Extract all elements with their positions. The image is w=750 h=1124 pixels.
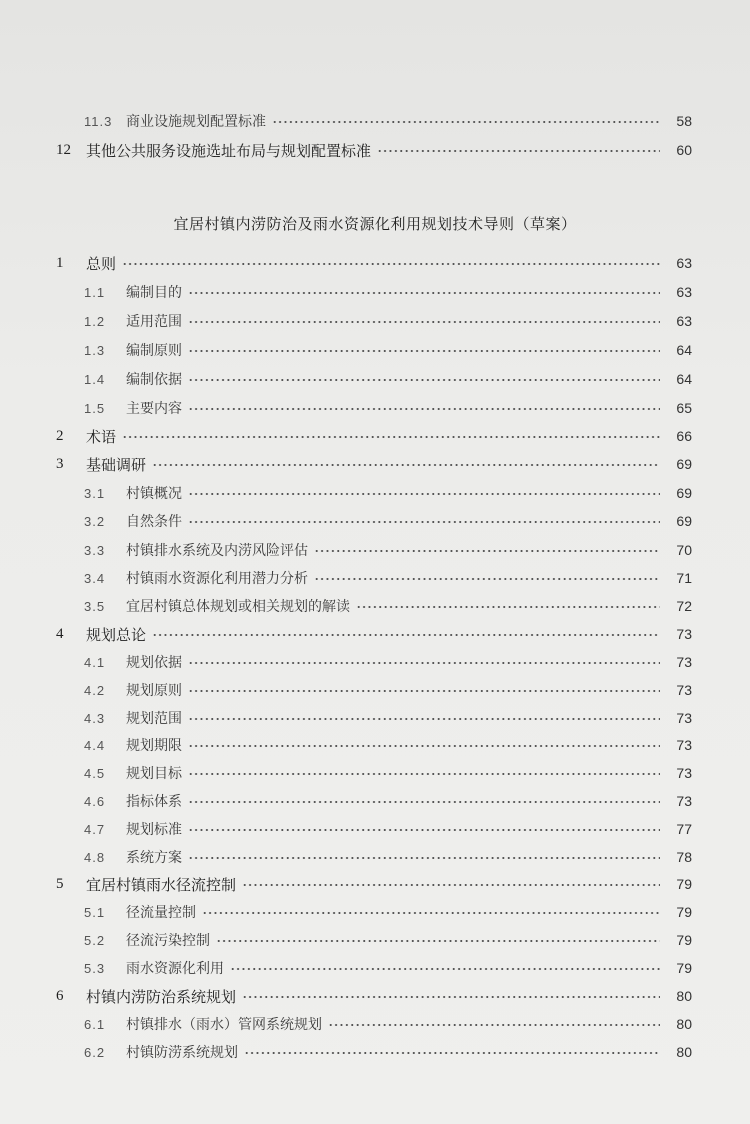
toc-entry — [84, 844, 692, 870]
toc-entry-number: 3.4 — [84, 570, 106, 586]
toc-entry-page: 69 — [676, 513, 692, 529]
dot-leader — [188, 690, 660, 692]
toc-entry-page: 65 — [676, 400, 692, 416]
toc-entry-title: 自然条件 — [126, 514, 182, 530]
toc-entry — [56, 871, 692, 897]
toc-entry — [84, 337, 692, 363]
toc-entry-title: 商业设施规划配置标准 — [126, 114, 266, 130]
toc-entry-page: 79 — [676, 904, 692, 920]
toc-entry-page: 80 — [676, 988, 692, 1004]
toc-entry — [84, 899, 692, 925]
dot-leader — [188, 801, 660, 803]
toc-entry-page: 73 — [676, 710, 692, 726]
toc-entry — [56, 983, 692, 1009]
toc-entry-page: 77 — [676, 821, 692, 837]
dot-leader — [328, 1024, 660, 1026]
toc-entry-number: 1.5 — [84, 400, 106, 416]
toc-entry-page: 80 — [676, 1016, 692, 1032]
toc-entry — [84, 1011, 692, 1037]
toc-entry-title: 指标体系 — [126, 794, 182, 810]
dot-leader — [314, 550, 660, 552]
toc-entry-title: 其他公共服务设施选址布局与规划配置标准 — [86, 141, 372, 160]
toc-entry-number: 11.3 — [84, 113, 113, 129]
dot-leader — [188, 662, 660, 664]
toc-entry-title: 村镇概况 — [126, 486, 182, 502]
dot-leader — [122, 263, 660, 265]
toc-entry — [84, 308, 692, 334]
toc-entry-number: 4.3 — [84, 710, 106, 726]
toc-entry — [56, 423, 692, 449]
toc-entry-number: 12 — [56, 141, 71, 158]
toc-entry-number: 4.5 — [84, 765, 106, 781]
toc-entry-page: 63 — [676, 313, 692, 329]
toc-entry-number: 4.1 — [84, 654, 106, 670]
toc-entry-page: 63 — [676, 255, 692, 271]
dot-leader — [244, 1052, 660, 1054]
toc-entry — [84, 732, 692, 758]
toc-entry — [84, 649, 692, 675]
toc-entry-page: 73 — [676, 765, 692, 781]
dot-leader — [188, 321, 660, 323]
toc-entry — [56, 621, 692, 647]
toc-entry — [84, 279, 692, 305]
toc-entry-number: 1.3 — [84, 342, 106, 358]
toc-entry-title: 村镇防涝系统规划 — [126, 1045, 238, 1061]
dot-leader — [152, 634, 660, 636]
dot-leader — [188, 379, 660, 381]
dot-leader — [230, 968, 660, 970]
dot-leader — [272, 121, 660, 123]
toc-entry-page: 79 — [676, 876, 692, 892]
toc-entry-title: 宜居村镇雨水径流控制 — [86, 875, 237, 894]
dot-leader — [242, 996, 660, 998]
toc-entry — [84, 816, 692, 842]
toc-entry — [84, 366, 692, 392]
toc-entry-title: 主要内容 — [126, 401, 182, 417]
toc-entry-page: 58 — [676, 113, 692, 129]
toc-entry — [84, 760, 692, 786]
toc-entry — [56, 451, 692, 477]
toc-entry-number: 3.5 — [84, 598, 106, 614]
toc-entry-page: 69 — [676, 485, 692, 501]
toc-entry — [84, 677, 692, 703]
dot-leader — [188, 521, 660, 523]
toc-entry-title: 宜居村镇总体规划或相关规划的解读 — [126, 599, 350, 615]
dot-leader — [377, 150, 660, 152]
toc-entry-page: 71 — [676, 570, 692, 586]
toc-entry-page: 64 — [676, 342, 692, 358]
toc-entry-title: 村镇排水（雨水）管网系统规划 — [126, 1017, 322, 1033]
toc-entry-number: 6 — [56, 987, 64, 1004]
toc-entry-number: 4.8 — [84, 849, 106, 865]
toc-entry — [84, 395, 692, 421]
toc-entry-page: 78 — [676, 849, 692, 865]
dot-leader — [216, 940, 660, 942]
dot-leader — [188, 745, 660, 747]
toc-entry-title: 雨水资源化利用 — [126, 961, 224, 977]
toc-entry-number: 1 — [56, 254, 64, 271]
toc-entry-title: 编制原则 — [126, 343, 182, 359]
toc-entry-page: 64 — [676, 371, 692, 387]
toc-entry-number: 1.2 — [84, 313, 106, 329]
toc-entry-page: 60 — [676, 142, 692, 158]
toc-entry-page: 73 — [676, 737, 692, 753]
toc-entry — [84, 565, 692, 591]
dot-leader — [202, 912, 660, 914]
dot-leader — [188, 857, 660, 859]
toc-entry-title: 规划依据 — [126, 655, 182, 671]
toc-entry-number: 6.2 — [84, 1044, 106, 1060]
toc-entry — [56, 250, 692, 276]
toc-entry-number: 4.2 — [84, 682, 106, 698]
dot-leader — [188, 493, 660, 495]
toc-entry-page: 80 — [676, 1044, 692, 1060]
toc-entry-number: 5.1 — [84, 904, 106, 920]
toc-entry-page: 69 — [676, 456, 692, 472]
toc-entry — [56, 137, 692, 163]
toc-entry-title: 规划目标 — [126, 766, 182, 782]
toc-entry-number: 5 — [56, 875, 64, 892]
toc-entry-page: 73 — [676, 626, 692, 642]
toc-entry — [84, 788, 692, 814]
toc-entry-page: 72 — [676, 598, 692, 614]
dot-leader — [242, 884, 660, 886]
toc-entry — [84, 593, 692, 619]
toc-entry-page: 79 — [676, 960, 692, 976]
toc-entry-page: 66 — [676, 428, 692, 444]
toc-entry — [84, 508, 692, 534]
toc-entry-number: 4.4 — [84, 737, 106, 753]
toc-entry — [84, 480, 692, 506]
dot-leader — [356, 606, 660, 608]
toc-entry — [84, 927, 692, 953]
toc-entry-title: 规划原则 — [126, 683, 182, 699]
toc-entry — [84, 955, 692, 981]
dot-leader — [188, 773, 660, 775]
toc-entry-title: 村镇雨水资源化利用潜力分析 — [126, 571, 308, 587]
toc-entry-number: 6.1 — [84, 1016, 106, 1032]
section-heading: 宜居村镇内涝防治及雨水资源化利用规划技术导则（草案） — [173, 215, 577, 233]
toc-entry-page: 73 — [676, 793, 692, 809]
toc-entry-number: 1.4 — [84, 371, 106, 387]
toc-entry-number: 5.3 — [84, 960, 106, 976]
toc-entry-number: 4.6 — [84, 793, 106, 809]
toc-entry-title: 基础调研 — [86, 455, 147, 474]
toc-entry-title: 总则 — [86, 254, 117, 273]
toc-entry-title: 编制依据 — [126, 372, 182, 388]
dot-leader — [188, 292, 660, 294]
toc-entry-number: 1.1 — [84, 284, 106, 300]
toc-entry-title: 径流量控制 — [126, 905, 196, 921]
dot-leader — [188, 718, 660, 720]
toc-entry-title: 规划范围 — [126, 711, 182, 727]
toc-entry-number: 3 — [56, 455, 64, 472]
dot-leader — [314, 578, 660, 580]
toc-entry-title: 规划总论 — [86, 625, 147, 644]
toc-entry-number: 4.7 — [84, 821, 106, 837]
toc-entry-number: 5.2 — [84, 932, 106, 948]
toc-entry-title: 规划期限 — [126, 738, 182, 754]
toc-entry-title: 适用范围 — [126, 314, 182, 330]
toc-entry-title: 术语 — [86, 427, 117, 446]
toc-entry-page: 73 — [676, 654, 692, 670]
dot-leader — [152, 464, 660, 466]
toc-entry-title: 规划标准 — [126, 822, 182, 838]
toc-entry-number: 3.3 — [84, 542, 106, 558]
toc-entry-title: 村镇内涝防治系统规划 — [86, 987, 237, 1006]
toc-entry-page: 63 — [676, 284, 692, 300]
dot-leader — [188, 829, 660, 831]
dot-leader — [188, 408, 660, 410]
toc-entry-page: 73 — [676, 682, 692, 698]
toc-entry — [84, 1039, 692, 1065]
toc-entry — [84, 537, 692, 563]
dot-leader — [188, 350, 660, 352]
toc-entry-number: 4 — [56, 625, 64, 642]
toc-entry-title: 径流污染控制 — [126, 933, 210, 949]
toc-entry-title: 村镇排水系统及内涝风险评估 — [126, 543, 308, 559]
toc-entry — [84, 108, 692, 134]
toc-entry-number: 2 — [56, 427, 64, 444]
toc-entry-page: 79 — [676, 932, 692, 948]
toc-entry-number: 3.1 — [84, 485, 106, 501]
toc-entry — [84, 705, 692, 731]
toc-entry-title: 系统方案 — [126, 850, 182, 866]
toc-entry-number: 3.2 — [84, 513, 106, 529]
toc-entry-title: 编制目的 — [126, 285, 182, 301]
toc-entry-page: 70 — [676, 542, 692, 558]
dot-leader — [122, 436, 660, 438]
